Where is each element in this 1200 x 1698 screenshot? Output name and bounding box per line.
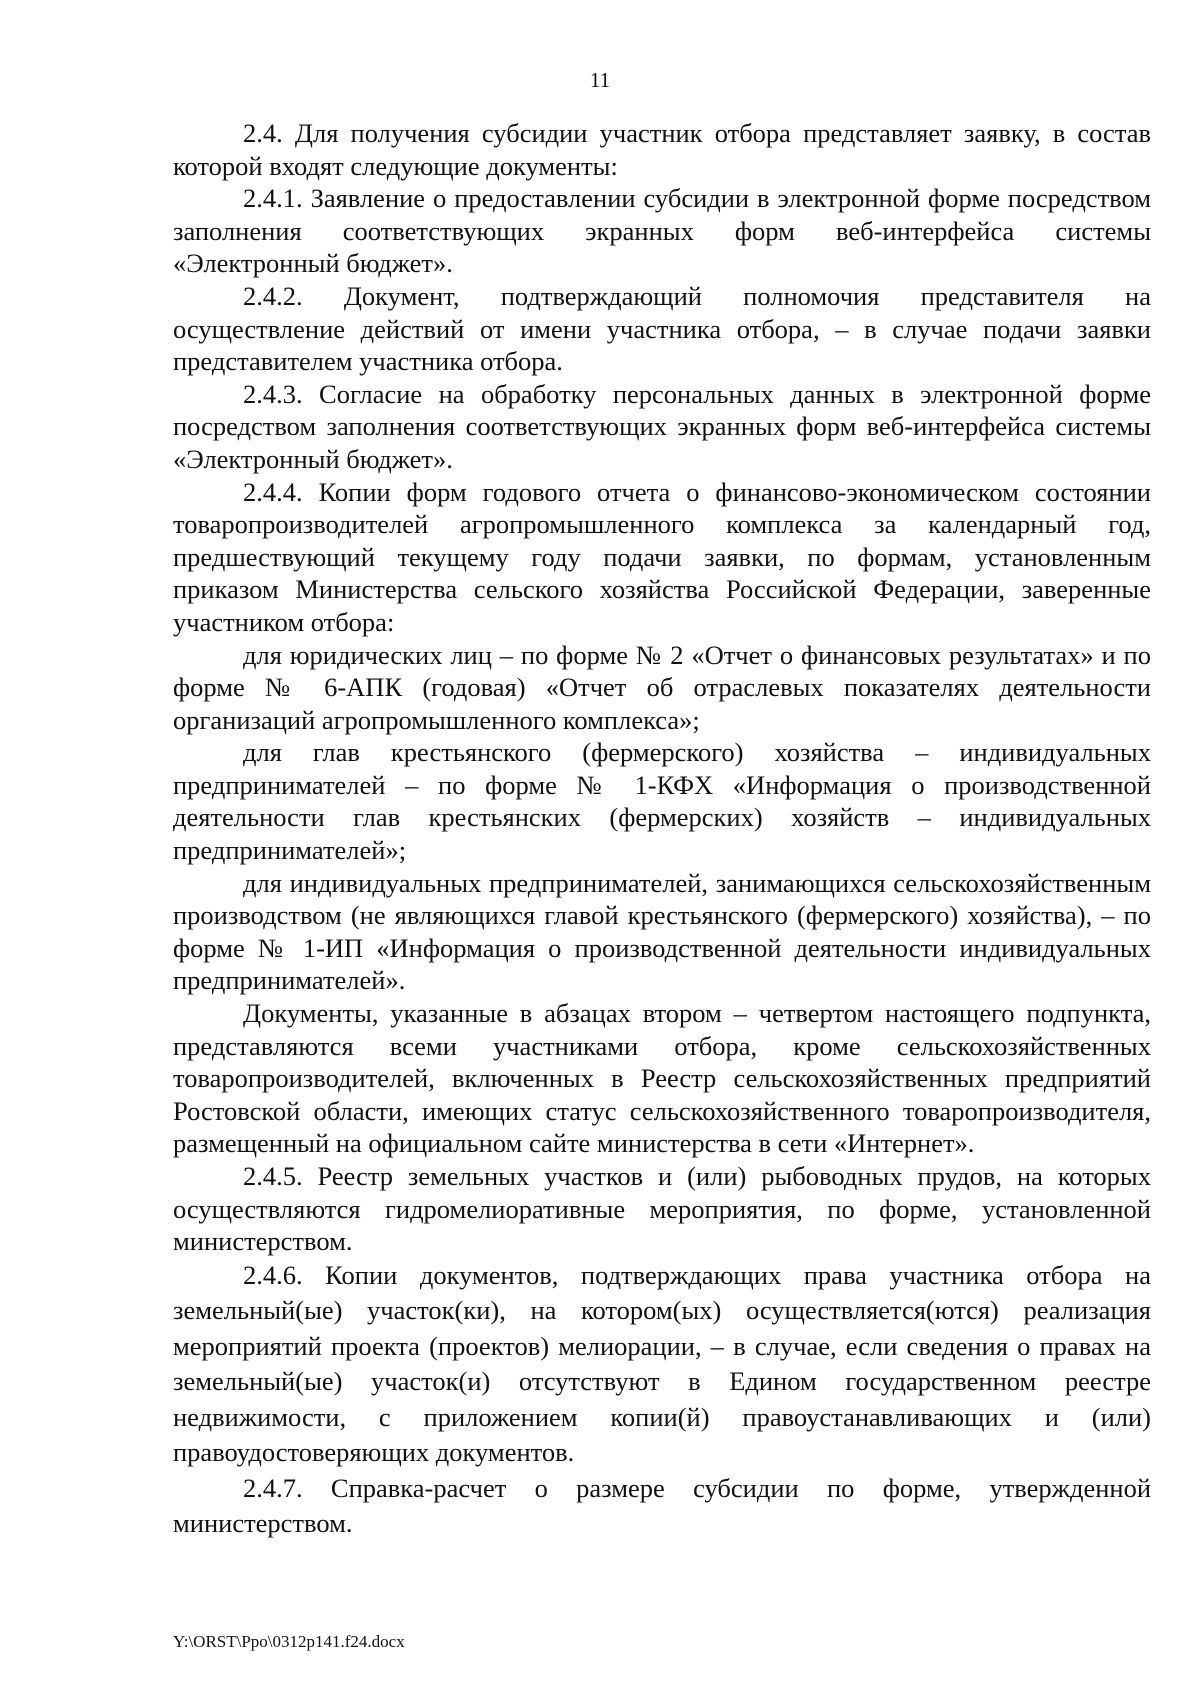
paragraph-2-4-7: 2.4.7. Справка-расчет о размере субсидии по форме, утвержденной министерством.	[173, 1472, 1151, 1539]
paragraph-2-4-6: 2.4.6. Копии документов, подтверждающих права участника отбора на земельный(ые) участок(ки), на котором(ых) осуществляется(ются) реализация мероприятий проекта (проектов) мелиорации, – в случае, если сведения о правах на земельный(ые) участок(и) отсутствуют в Едином государственном реестре недвижимости, с приложением копии(й) правоустанавливающих и (или) правоудостоверяющих документов.	[173, 1259, 1151, 1468]
paragraph-2-4-4: 2.4.4. Копии форм годового отчета о финансово-экономическом состоянии товаропроизводителей агропромышленного комплекса за календарный год, предшествующий текущему году подачи заявки, по формам, установленным приказом Министерства сельского хозяйства Российской Федерации, заверенные участником отбора:	[173, 476, 1151, 637]
paragraph-2-4-5: 2.4.5. Реестр земельных участков и (или) рыбоводных прудов, на которых осуществляются гидромелиоративные мероприятия, по форме, установленной министерством.	[173, 1161, 1151, 1257]
paragraph-2-4: 2.4. Для получения субсидии участник отбора представляет заявку, в состав которой входят следующие документы:	[173, 118, 1151, 181]
page-number: 11	[589, 68, 611, 92]
paragraph-2-4-3: 2.4.3. Согласие на обработку персональных данных в электронной форме посредством заполнения соответствующих экранных форм веб-интерфейса системы «Электронный бюджет».	[173, 378, 1151, 474]
footer-file-path: Y:\ORST\Ppo\0312p141.f24.docx	[173, 1632, 405, 1651]
paragraph-farm-heads: для глав крестьянского (фермерского) хозяйства – индивидуальных предпринимателей – по форме № 1-КФХ «Информация о производственной деятельности глав крестьянских (фермерских) хозяйств – индивидуальных предпринимателей»;	[173, 737, 1151, 866]
paragraph-individual-entrepreneurs: для индивидуальных предпринимателей, занимающихся сельскохозяйственным производством (не являющихся главой крестьянского (фермерского) хозяйства), – по форме № 1-ИП «Информация о производственной деятельности индивидуальных предпринимателей».	[173, 867, 1151, 996]
paragraph-documents-note: Документы, указанные в абзацах втором – четвертом настоящего подпункта, представляются всеми участниками отбора, кроме сельскохозяйственных товаропроизводителей, включенных в Реестр сельскохозяйственных предприятий Ростовской области, имеющих статус сельскохозяйственного товаропроизводителя, размещенный на официальном сайте министерства в сети «Интернет».	[173, 998, 1151, 1159]
paragraph-2-4-2: 2.4.2. Документ, подтверждающий полномочия представителя на осуществление действий от имени участника отбора, – в случае подачи заявки представителем участника отбора.	[173, 280, 1151, 377]
paragraph-legal-entities: для юридических лиц – по форме № 2 «Отчет о финансовых результатах» и по форме № 6-АПК (годовая) «Отчет об отраслевых показателях деятельности организаций агропромышленного комплекса»;	[173, 639, 1151, 735]
document-body	[173, 117, 1151, 1542]
paragraph-2-4-1: 2.4.1. Заявление о предоставлении субсидии в электронной форме посредством заполнения соответствующих экранных форм веб-интерфейса системы «Электронный бюджет».	[173, 183, 1151, 279]
